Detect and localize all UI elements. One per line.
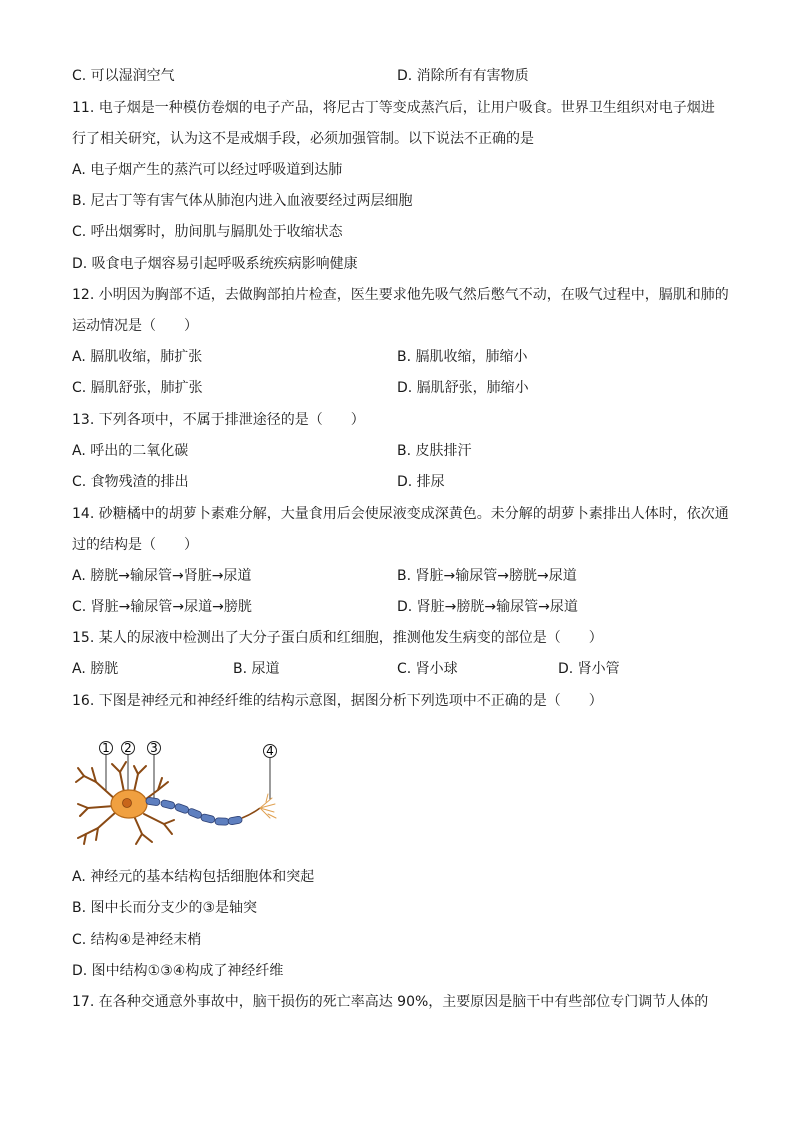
q15-stem: 15. 某人的尿液中检测出了大分子蛋白质和红细胞，推测他发生病变的部位是（ ） (72, 630, 603, 646)
figure-label-3 (148, 741, 161, 755)
q11-stem-line1: 11. 电子烟是一种模仿卷烟的电子产品，将尼古丁等变成蒸汽后，让用户吸食。世界卫生组织对电子烟进 (72, 100, 715, 116)
q10-option-d: D. 消除所有有害物质 (397, 68, 529, 84)
q11-option-c: C. 呼出烟雾时，肋间肌与膈肌处于收缩状态 (72, 224, 343, 240)
q13-option-b: B. 皮肤排汗 (397, 443, 472, 459)
q14-option-d: D. 肾脏→膀胱→输尿管→尿道 (397, 599, 578, 615)
q14-option-c: C. 肾脏→输尿管→尿道→膀胱 (72, 599, 252, 615)
q13-option-c: C. 食物残渣的排出 (72, 474, 189, 490)
q12-stem-line2: 运动情况是（ ） (72, 318, 198, 334)
svg-text:1: 1 (102, 741, 110, 755)
q16-option-c: C. 结构④是神经末梢 (72, 932, 202, 948)
q13-stem: 13. 下列各项中，不属于排泄途径的是（ ） (72, 412, 365, 428)
q15-option-a: A. 膀胱 (72, 661, 119, 677)
svg-text:3: 3 (150, 741, 158, 755)
q11-option-d: D. 吸食电子烟容易引起呼吸系统疾病影响健康 (72, 256, 358, 272)
q12-option-a: A. 膈肌收缩，肺扩张 (72, 349, 203, 365)
svg-text:2: 2 (124, 741, 132, 755)
q13-option-d: D. 排尿 (397, 474, 445, 490)
q11-option-b: B. 尼古丁等有害气体从肺泡内进入血液要经过两层细胞 (72, 193, 413, 209)
q12-option-d: D. 膈肌舒张，肺缩小 (397, 380, 529, 396)
q16-stem: 16. 下图是神经元和神经纤维的结构示意图，据图分析下列选项中不正确的是（ ） (72, 693, 603, 709)
q14-option-a: A. 膀胱→输尿管→肾脏→尿道 (72, 568, 252, 584)
q15-option-b: B. 尿道 (233, 661, 280, 677)
nerve-endings (260, 794, 276, 818)
figure-label-4 (264, 744, 277, 758)
q16-option-d: D. 图中结构①③④构成了神经纤维 (72, 963, 284, 979)
q14-stem-line2: 过的结构是（ ） (72, 537, 198, 553)
q16-option-a: A. 神经元的基本结构包括细胞体和突起 (72, 869, 315, 885)
q11-option-a: A. 电子烟产生的蒸汽可以经过呼吸道到达肺 (72, 162, 343, 178)
q11-stem-line2: 行了相关研究，认为这不是戒烟手段，必须加强管制。以下说法不正确的是 (72, 131, 534, 147)
figure-label-1 (100, 741, 113, 755)
q14-stem-line1: 14. 砂糖橘中的胡萝卜素难分解，大量食用后会使尿液变成深黄色。未分解的胡萝卜素排出人体时，依次通 (72, 506, 729, 522)
q12-option-b: B. 膈肌收缩，肺缩小 (397, 349, 528, 365)
q14-option-b: B. 肾脏→输尿管→膀胱→尿道 (397, 568, 577, 584)
q17-stem-line1: 17. 在各种交通意外事故中，脑干损伤的死亡率高达 90%，主要原因是脑干中有些部位专门调节人体的 (72, 994, 709, 1010)
q13-option-a: A. 呼出的二氧化碳 (72, 443, 189, 459)
nucleus (123, 799, 132, 808)
q16-option-b: B. 图中长而分支少的③是轴突 (72, 900, 258, 916)
q15-option-c: C. 肾小球 (397, 661, 458, 677)
svg-text:4: 4 (266, 744, 274, 758)
q12-stem-line1: 12. 小明因为胸部不适，去做胸部拍片检查，医生要求他先吸气然后憋气不动，在吸气过程中，膈肌和肺的 (72, 287, 729, 303)
figure-label-2 (122, 741, 135, 755)
q10-option-c: C. 可以湿润空气 (72, 68, 175, 84)
q12-option-c: C. 膈肌舒张，肺扩张 (72, 380, 203, 396)
q15-option-d: D. 肾小管 (558, 661, 620, 677)
axon-terminal-stem (242, 808, 260, 818)
neuron-diagram (72, 738, 292, 850)
